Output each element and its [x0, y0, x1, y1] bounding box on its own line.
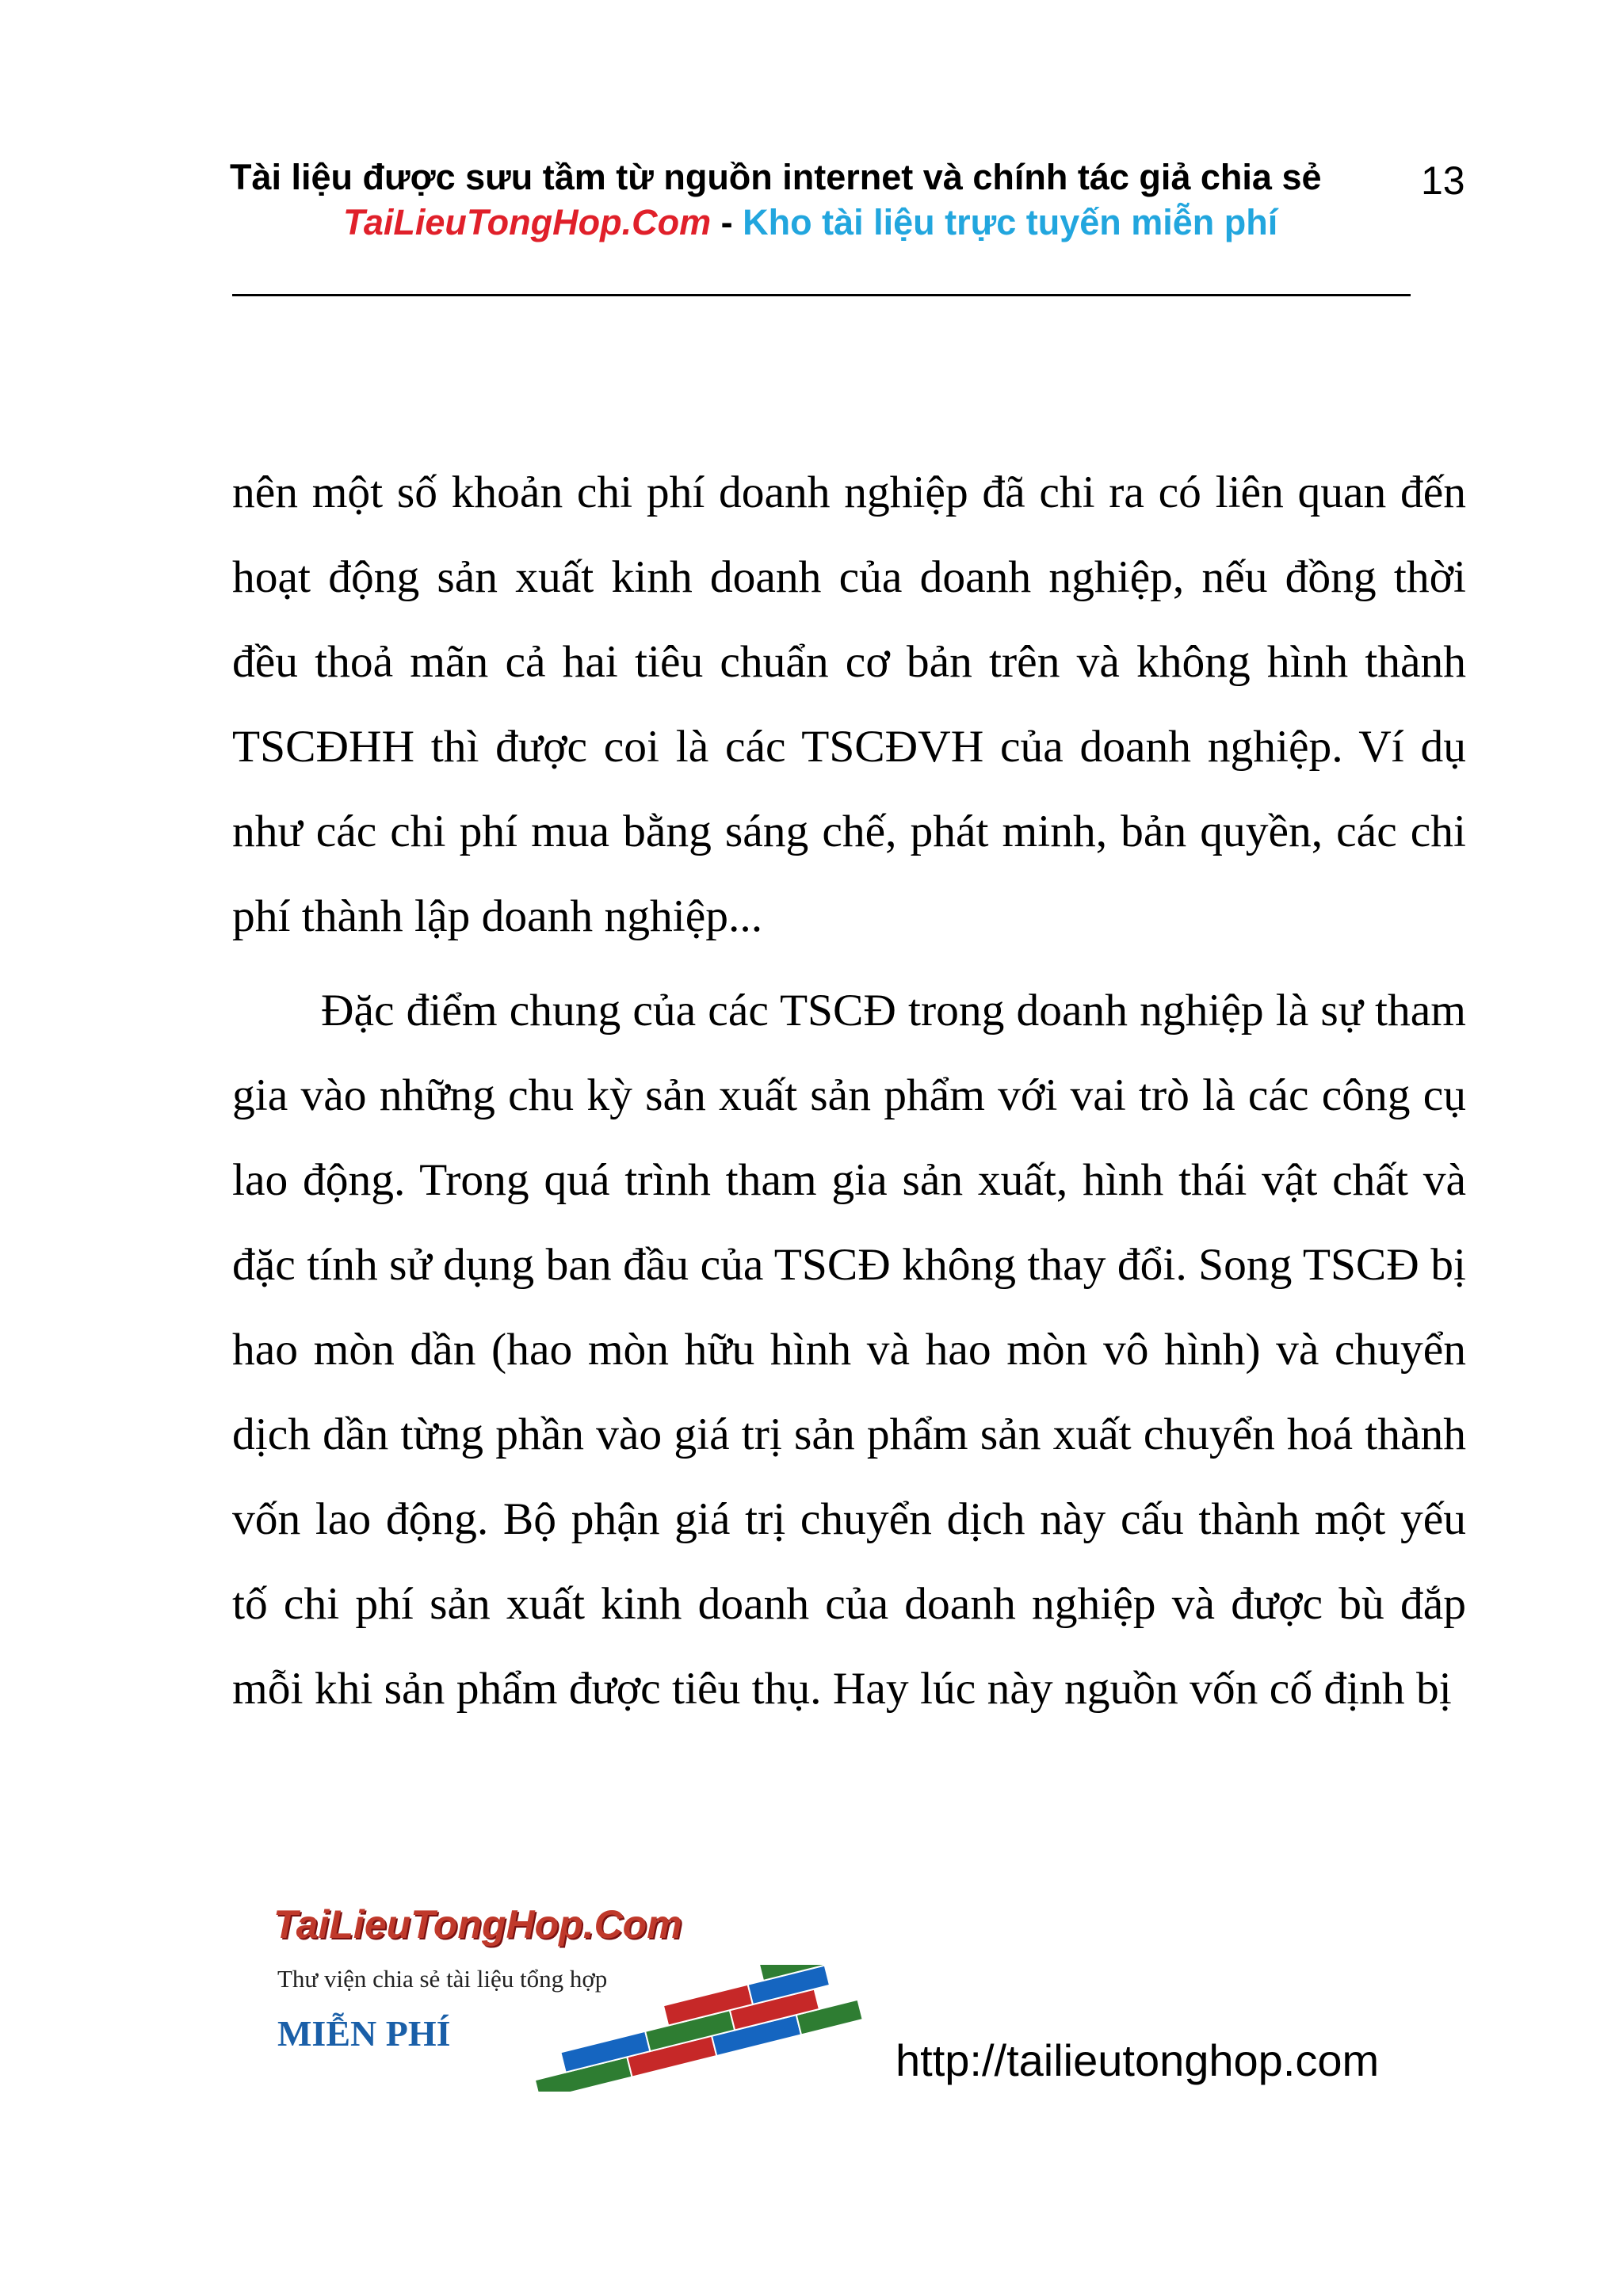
paragraph-1: nên một số khoản chi phí doanh nghiệp đã chi ra có liên quan đến hoạt động sản xuất kinh doanh của doanh nghiệp, nếu đồng thời đều thoả mãn cả hai tiêu chuẩn cơ bản trên và không hình thành TSCĐHH thì được coi là các TSCĐVH của doanh nghiệp. Ví dụ như các chi phí mua bằng sáng chế, phát minh, bản quyền, các chi phí thành lập doanh nghiệp... [232, 467, 1466, 941]
header-site-line [230, 200, 1466, 245]
header-site-name[interactable]: TaiLieuTongHop.Com [343, 202, 712, 242]
logo-free-label: MIỄN PHÍ [277, 2013, 451, 2054]
site-url-link[interactable]: http://tailieutonghop.com [896, 2035, 1380, 2085]
document-body [232, 450, 1466, 1731]
site-logo[interactable] [273, 1901, 876, 2092]
paragraph-2: Đặc điểm chung của các TSCĐ trong doanh nghiệp là sự tham gia vào những chu kỳ sản xuất sản phẩm với vai trò là các công cụ lao động. Trong quá trình tham gia sản xuất, hình thái vật chất và đặc tính sử dụng ban đầu của TSCĐ không thay đổi. Song TSCĐ bị hao mòn dần (hao mòn hữu hình và hao mòn vô hình) và chuyển dịch dần từng phần vào giá trị sản phẩm sản xuất chuyển hoá thành vốn lao động. Bộ phận giá trị chuyển dịch này cấu thành một yếu tố chi phí sản xuất kinh doanh của doanh nghiệp và được bù đắp mỗi khi sản phẩm được tiêu thụ. Hay lúc này nguồn vốn cố định bị [232, 986, 1466, 1714]
books-icon [511, 1965, 876, 2092]
header-separator: - [711, 202, 743, 242]
header-title-line [230, 155, 1466, 203]
header-divider [232, 294, 1411, 296]
page-number: 13 [1421, 158, 1465, 203]
logo-wordmark: TaiLieuTongHop.Com [273, 1902, 682, 1947]
logo-subtitle: Thư viện chia sẻ tài liệu tổng hợp [277, 1965, 608, 1993]
header-tagline: Kho tài liệu trực tuyến miễn phí [743, 202, 1278, 242]
page-header [230, 155, 1466, 245]
header-title: Tài liệu được sưu tầm từ nguồn internet và chính tác giả chia sẻ [230, 157, 1322, 197]
